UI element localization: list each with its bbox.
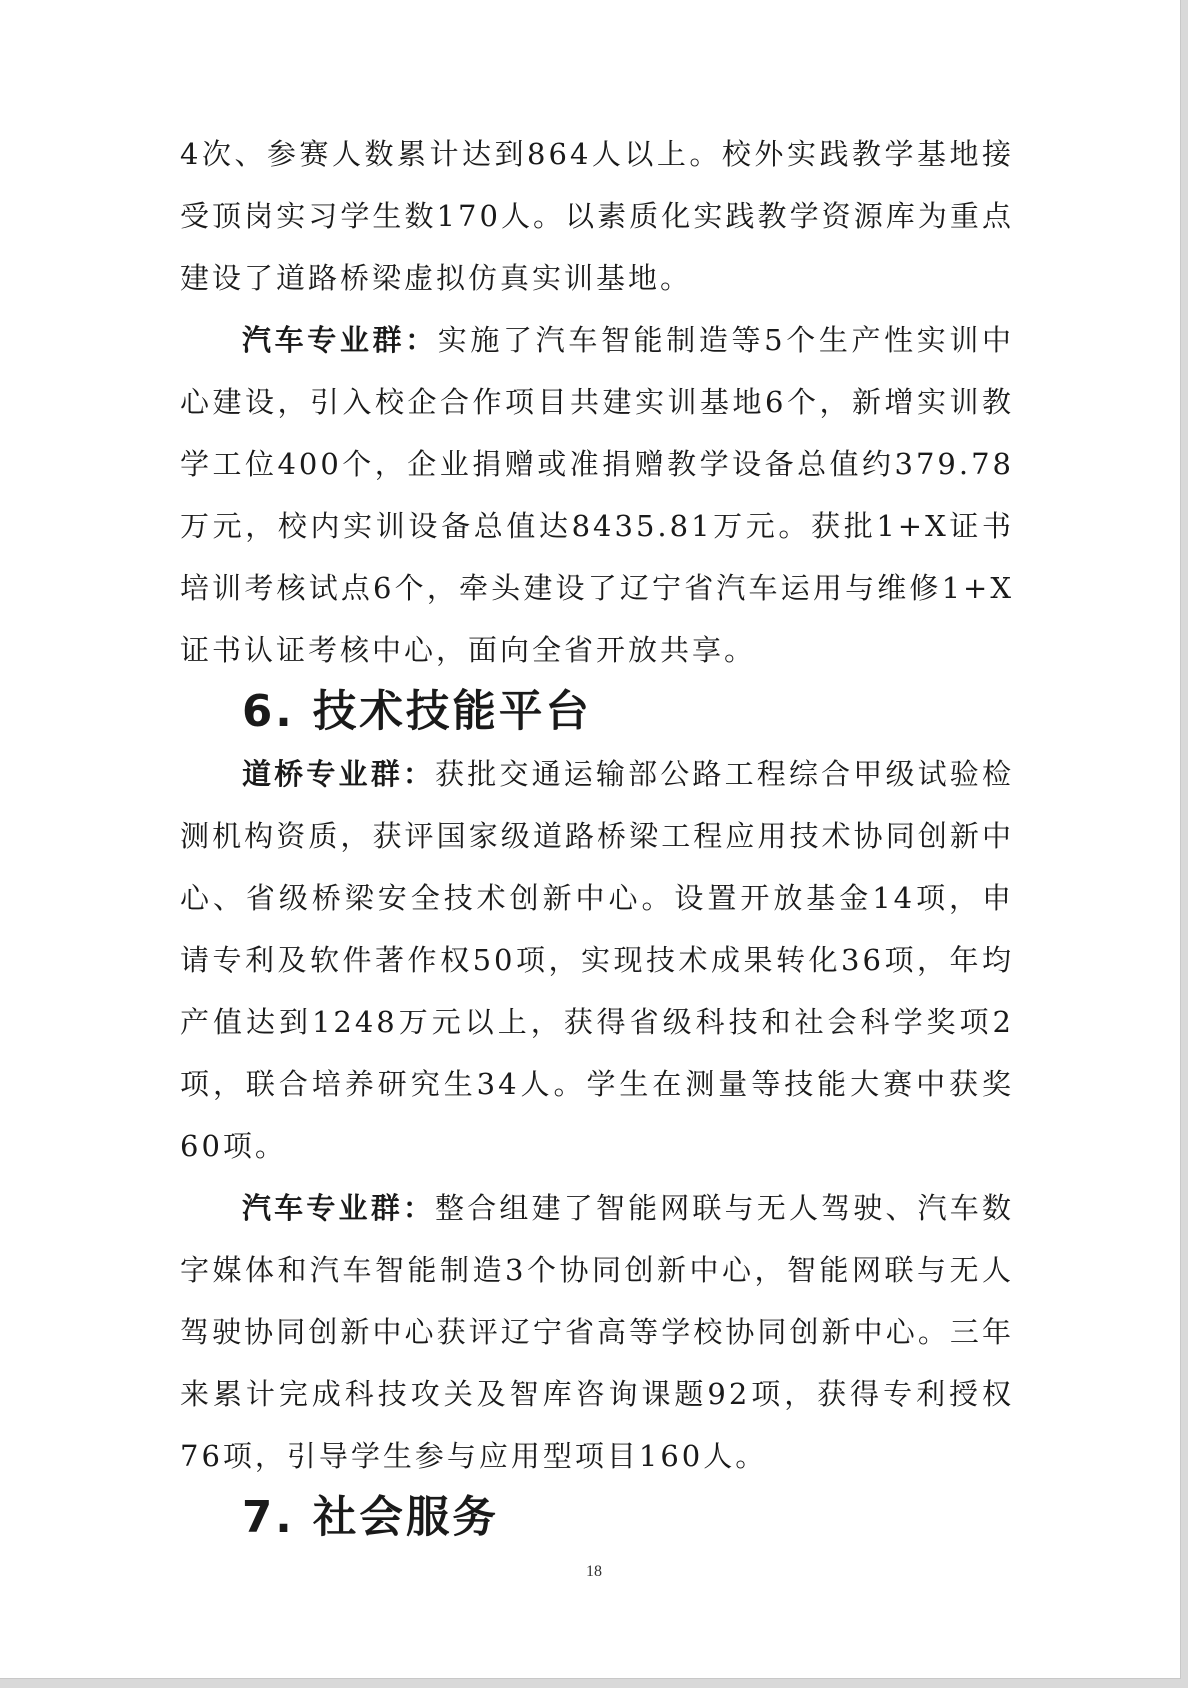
document-body [180, 123, 1014, 1549]
page-number: 18 [586, 1563, 602, 1580]
auto-platform-text: 整合组建了智能网联与无人驾驶、汽车数字媒体和汽车智能制造3个协同创新中心，智能网联与无人驾驶协同创新中心获评辽宁省高等学校协同创新中心。三年来累计完成科技攻关及智库咨询课题92项，获得专利授权76项，引导学生参与应用型项目160人。 [180, 1191, 1014, 1473]
bridge-platform-text: 获批交通运输部公路工程综合甲级试验检测机构资质，获评国家级道路桥梁工程应用技术协同创新中心、省级桥梁安全技术创新中心。设置开放基金14项，申请专利及软件著作权50项，实现技术成果转化36项，年均产值达到1248万元以上，获得省级科技和社会科学奖项2项，联合培养研究生34人。学生在测量等技能大赛中获奖60项。 [180, 757, 1014, 1163]
auto-training-text: 实施了汽车智能制造等5个生产性实训中心建设，引入校企合作项目共建实训基地6个，新增实训教学工位400个，企业捐赠或准捐赠教学设备总值约379.78万元，校内实训设备总值达8435.81万元。获批1+X证书培训考核试点6个，牵头建设了辽宁省汽车运用与维修1+X证书认证考核中心，面向全省开放共享。 [180, 323, 1014, 667]
auto-group-lead-label: 汽车专业群： [242, 323, 438, 357]
intro-paragraph-text: 4次、参赛人数累计达到864人以上。校外实践教学基地接受顶岗实习学生数170人。以素质化实践教学资源库为重点建设了道路桥梁虚拟仿真实训基地。 [180, 137, 1014, 295]
intro-paragraph [180, 123, 1014, 309]
auto-platform-paragraph [180, 1177, 1014, 1487]
auto-training-paragraph [180, 309, 1014, 681]
auto-platform-lead-label: 汽车专业群： [242, 1191, 436, 1225]
bridge-group-lead-label: 道桥专业群： [242, 757, 436, 791]
bridge-platform-paragraph [180, 743, 1014, 1177]
section-heading-social-service: 7. 社会服务 [242, 1493, 499, 1543]
section-heading-platform: 6. 技术技能平台 [242, 687, 592, 737]
